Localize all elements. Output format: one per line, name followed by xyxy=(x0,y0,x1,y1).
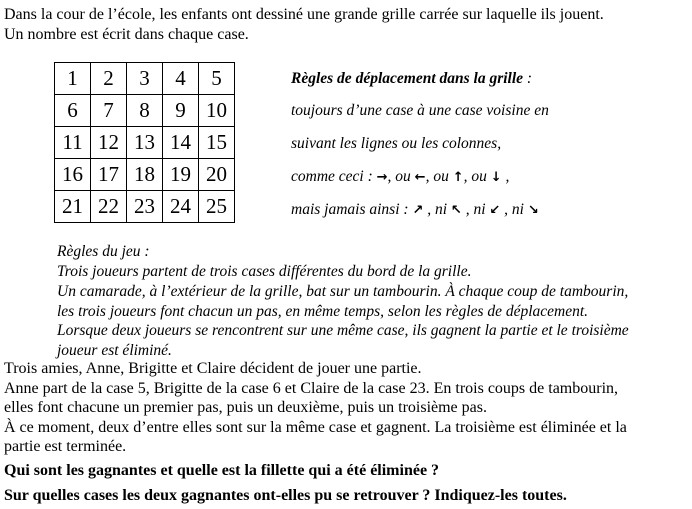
number-grid xyxy=(54,62,235,223)
grid-cell: 14 xyxy=(163,127,199,159)
intro-line-2: Un nombre est écrit dans chaque case. xyxy=(4,26,249,43)
story-line: À ce moment, deux d’entre elles sont sur la même case et gagnent. La troisième est éliminée et la xyxy=(4,419,627,436)
movement-rules-line-2: suivant les lignes ou les colonnes, xyxy=(291,135,502,152)
grid-row xyxy=(55,191,235,223)
grid-cell: 7 xyxy=(91,95,127,127)
movement-rules-title-text: Règles de déplacement dans la grille xyxy=(291,70,524,87)
grid-cell: 8 xyxy=(127,95,163,127)
allowed-prefix: comme ceci : xyxy=(291,168,377,185)
grid-row xyxy=(55,95,235,127)
grid-cell: 12 xyxy=(91,127,127,159)
grid-cell: 6 xyxy=(55,95,91,127)
movement-rules-title xyxy=(291,70,532,88)
arrow-up-left-icon: ↖ xyxy=(450,203,462,218)
grid-cell: 10 xyxy=(199,95,235,127)
grid-cell: 16 xyxy=(55,159,91,191)
grid-cell: 15 xyxy=(199,127,235,159)
game-rules-line: Trois joueurs partent de trois cases différentes du bord de la grille. xyxy=(57,263,472,280)
grid-cell: 2 xyxy=(91,63,127,95)
arrow-right-icon: → xyxy=(376,170,388,185)
grid-row xyxy=(55,127,235,159)
grid-cell: 20 xyxy=(199,159,235,191)
sep: , ou xyxy=(387,168,415,185)
grid-cell: 21 xyxy=(55,191,91,223)
movement-rules-title-suffix: : xyxy=(523,70,533,87)
grid-cell: 22 xyxy=(91,191,127,223)
sep: , ni xyxy=(500,201,528,218)
arrow-left-icon: ← xyxy=(414,170,426,185)
arrow-up-right-icon: ↗ xyxy=(412,203,424,218)
story-line: elles font chacune un premier pas, puis un deuxième, puis un troisième pas. xyxy=(4,399,487,416)
grid-row xyxy=(55,63,235,95)
grid-cell: 3 xyxy=(127,63,163,95)
forbidden-moves xyxy=(291,201,539,219)
arrow-down-left-icon: ↙ xyxy=(489,203,501,218)
intro-line-1: Dans la cour de l’école, les enfants ont dessiné une grande grille carrée sur laquelle ils jouent. xyxy=(4,6,604,23)
grid-cell: 17 xyxy=(91,159,127,191)
game-rules-line: joueur est éliminé. xyxy=(57,342,172,359)
arrow-down-right-icon: ↘ xyxy=(527,203,539,218)
story-line: Trois amies, Anne, Brigitte et Claire décident de jouer une partie. xyxy=(4,360,422,377)
grid-cell: 13 xyxy=(127,127,163,159)
grid-row xyxy=(55,159,235,191)
sep: , ou xyxy=(463,168,491,185)
grid-cell: 4 xyxy=(163,63,199,95)
allowed-moves xyxy=(291,168,509,186)
arrow-up-icon: ↑ xyxy=(452,170,464,185)
grid-cell: 1 xyxy=(55,63,91,95)
grid-cell: 9 xyxy=(163,95,199,127)
game-rules-line: Lorsque deux joueurs se rencontrent sur une même case, ils gagnent la partie et le troisième xyxy=(57,322,629,339)
grid-cell: 19 xyxy=(163,159,199,191)
sep: , ni xyxy=(423,201,451,218)
game-rules-line: Un camarade, à l’extérieur de la grille, bat sur un tambourin. À chaque coup de tambourin, xyxy=(57,283,629,300)
story-line: partie est terminée. xyxy=(4,438,127,455)
story-line: Anne part de la case 5, Brigitte de la case 6 et Claire de la case 23. En trois coups de tambourin, xyxy=(4,380,619,397)
grid-cell: 25 xyxy=(199,191,235,223)
game-rules-line: les trois joueurs font chacun un pas, en même temps, selon les règles de déplacement. xyxy=(57,303,589,320)
grid-cell: 23 xyxy=(127,191,163,223)
arrow-down-icon: ↓ xyxy=(490,170,502,185)
grid-cell: 24 xyxy=(163,191,199,223)
grid-cell: 18 xyxy=(127,159,163,191)
movement-rules-line-1: toujours d’une case à une case voisine en xyxy=(291,102,549,119)
question-2: Sur quelles cases les deux gagnantes ont-elles pu se retrouver ? Indiquez-les toutes. xyxy=(4,487,567,504)
allowed-suffix: , xyxy=(501,168,510,185)
sep: , ou xyxy=(425,168,453,185)
sep: , ni xyxy=(461,201,490,218)
grid-cell: 11 xyxy=(55,127,91,159)
grid-cell: 5 xyxy=(199,63,235,95)
question-1: Qui sont les gagnantes et quelle est la fillette qui a été éliminée ? xyxy=(4,462,440,479)
game-rules-heading: Règles du jeu : xyxy=(57,243,150,260)
forbidden-prefix: mais jamais ainsi : xyxy=(291,201,413,218)
